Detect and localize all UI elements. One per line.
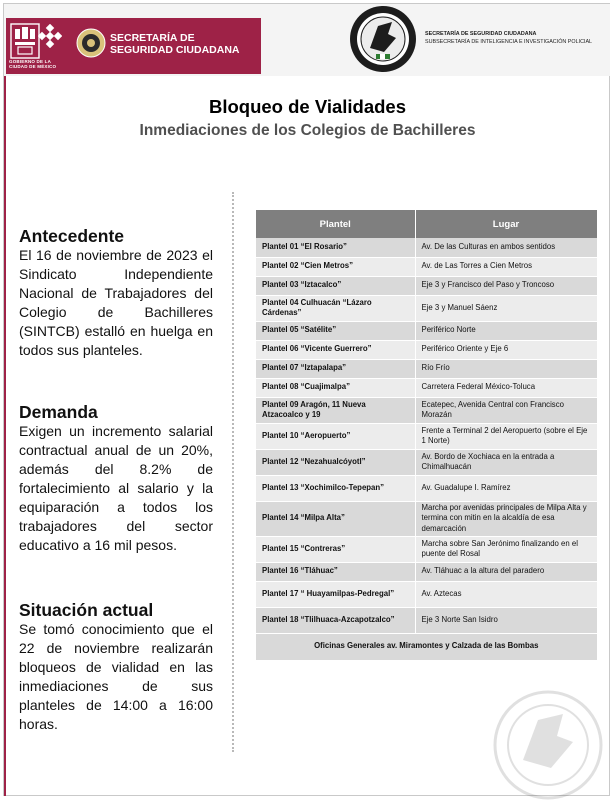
cell-plantel: Plantel 10 “Aeropuerto” bbox=[256, 423, 415, 449]
section-heading: Demanda bbox=[19, 402, 98, 422]
cell-lugar: Eje 3 y Manuel Sáenz bbox=[415, 295, 597, 321]
cell-plantel: Plantel 02 “Cien Metros” bbox=[256, 257, 415, 276]
cell-plantel: Plantel 07 “Iztapalapa” bbox=[256, 359, 415, 378]
cell-plantel: Plantel 12 “Nezahualcóyotl” bbox=[256, 449, 415, 475]
page-title: Bloqueo de Vialidades bbox=[208, 96, 407, 117]
table-row bbox=[256, 378, 597, 397]
ssc-title-line: SEGURIDAD CIUDADANA bbox=[110, 44, 240, 56]
agency-text bbox=[425, 30, 610, 46]
table-row bbox=[256, 276, 597, 295]
cell-lugar: Av. Bordo de Xochiaca en la entrada a Chimalhuacán bbox=[415, 449, 597, 475]
table-row bbox=[256, 295, 597, 321]
section-body: Se tomó conocimiento que el 22 de noviembre realizarán bloqueos de vialidad en las inmediaciones de sus planteles de 14:00 a 16:00 horas. bbox=[19, 621, 213, 732]
cell-plantel: Plantel 16 “Tláhuac” bbox=[256, 562, 415, 581]
table-row bbox=[256, 359, 597, 378]
table-header-row bbox=[256, 210, 597, 238]
table-row bbox=[256, 397, 597, 423]
cell-plantel: Plantel 03 “Iztacalco” bbox=[256, 276, 415, 295]
cell-plantel: Plantel 13 “Xochimilco-Tepepan” bbox=[256, 475, 415, 501]
table-row bbox=[256, 475, 597, 501]
table-row bbox=[256, 321, 597, 340]
agency-name: SECRETARÍA DE SEGURIDAD CIUDADANA bbox=[425, 31, 537, 37]
table-row bbox=[256, 238, 597, 257]
section-heading: Antecedente bbox=[19, 226, 125, 246]
table-row bbox=[256, 449, 597, 475]
table-row bbox=[256, 501, 597, 536]
section-heading: Situación actual bbox=[19, 600, 154, 620]
table-row bbox=[256, 423, 597, 449]
seal-watermark-icon bbox=[493, 690, 603, 800]
header bbox=[4, 4, 610, 76]
table-footer-row bbox=[256, 633, 597, 660]
section-demanda bbox=[19, 402, 213, 555]
page-subtitle: Inmediaciones de los Colegios de Bachilleres bbox=[139, 122, 476, 139]
cell-plantel: Plantel 09 Aragón, 11 Nueva Atzacoalco y 19 bbox=[256, 397, 415, 423]
section-situacion-actual bbox=[19, 600, 213, 734]
table-body bbox=[256, 238, 597, 633]
cell-plantel: Plantel 15 “Contreras” bbox=[256, 536, 415, 562]
cell-plantel: Plantel 18 “Tlilhuaca-Azcapotzalco” bbox=[256, 607, 415, 633]
cell-lugar: Periférico Norte bbox=[415, 321, 597, 340]
cell-plantel: Plantel 14 “Milpa Alta” bbox=[256, 501, 415, 536]
cell-lugar: Periférico Oriente y Eje 6 bbox=[415, 340, 597, 359]
cell-lugar: Av. Guadalupe I. Ramírez bbox=[415, 475, 597, 501]
blockades-table bbox=[256, 210, 598, 661]
table-row bbox=[256, 340, 597, 359]
intelligence-seal-icon bbox=[348, 4, 418, 74]
cell-lugar: Av. De las Culturas en ambos sentidos bbox=[415, 238, 597, 257]
cell-lugar: Av. de Las Torres a Cien Metros bbox=[415, 257, 597, 276]
cell-plantel: Plantel 06 “Vicente Guerrero” bbox=[256, 340, 415, 359]
cell-lugar: Eje 3 y Francisco del Paso y Troncoso bbox=[415, 276, 597, 295]
cell-lugar: Carretera Federal México-Toluca bbox=[415, 378, 597, 397]
police-badge-icon bbox=[76, 28, 106, 58]
agency-subsecretaria: SUBSECRETARÍA DE INTELIGENCIA E INVESTIGACIÓN POLICIAL bbox=[425, 39, 593, 45]
section-body: El 16 de noviembre de 2023 el Sindicato Independiente Nacional de Trabajadores del Colegio de Bachilleres (SINTCB) estalló en huelga en todos sus planteles. bbox=[19, 247, 213, 358]
cell-plantel: Plantel 08 “Cuajimalpa” bbox=[256, 378, 415, 397]
ssc-title bbox=[110, 32, 240, 56]
column-divider bbox=[232, 192, 234, 752]
cell-plantel: Plantel 01 “El Rosario” bbox=[256, 238, 415, 257]
cell-lugar: Río Frío bbox=[415, 359, 597, 378]
table-row bbox=[256, 581, 597, 607]
ssc-title-line: SECRETARÍA DE bbox=[110, 32, 195, 44]
section-antecedente bbox=[19, 226, 213, 360]
cell-lugar: Marcha por avenidas principales de Milpa Alta y termina con mitin en la alcaldía de esa demarcación bbox=[415, 501, 597, 536]
column-header-plantel: Plantel bbox=[256, 210, 415, 238]
cell-lugar: Marcha sobre San Jerónimo finalizando en el puente del Rosal bbox=[415, 536, 597, 562]
table-row bbox=[256, 536, 597, 562]
cell-plantel: Plantel 17 “ Huayamilpas-Pedregal” bbox=[256, 581, 415, 607]
table-row bbox=[256, 257, 597, 276]
cdmx-logo-block bbox=[6, 18, 261, 74]
cdmx-tagline bbox=[9, 59, 69, 69]
cell-lugar: Av. Tláhuac a la altura del paradero bbox=[415, 562, 597, 581]
cdmx-emblem-icon bbox=[10, 23, 40, 59]
table-row bbox=[256, 607, 597, 633]
cell-lugar: Av. Aztecas bbox=[415, 581, 597, 607]
cdmx-tagline-line: CIUDAD DE MÉXICO bbox=[9, 64, 57, 69]
cdmx-cross-icon bbox=[38, 24, 62, 48]
table-footer-note: Oficinas Generales av. Miramontes y Calzada de las Bombas bbox=[256, 633, 597, 660]
left-accent-stripe bbox=[4, 76, 6, 796]
cell-plantel: Plantel 04 Culhuacán “Lázaro Cárdenas” bbox=[256, 295, 415, 321]
column-header-lugar: Lugar bbox=[415, 210, 597, 238]
cell-lugar: Eje 3 Norte San Isidro bbox=[415, 607, 597, 633]
section-body: Exigen un incremento salarial contractual anual de un 20%, además del 8.2% de fortalecimiento al salario y la equiparación a todos los trabajadores del sector educativo a 16 mil pesos. bbox=[19, 423, 213, 553]
cell-plantel: Plantel 05 “Satélite” bbox=[256, 321, 415, 340]
table-row bbox=[256, 562, 597, 581]
cell-lugar: Ecatepec, Avenida Central con Francisco Morazán bbox=[415, 397, 597, 423]
cdmx-tagline-line: GOBIERNO DE LA bbox=[9, 59, 52, 64]
cell-lugar: Frente a Terminal 2 del Aeropuerto (sobre el Eje 1 Norte) bbox=[415, 423, 597, 449]
